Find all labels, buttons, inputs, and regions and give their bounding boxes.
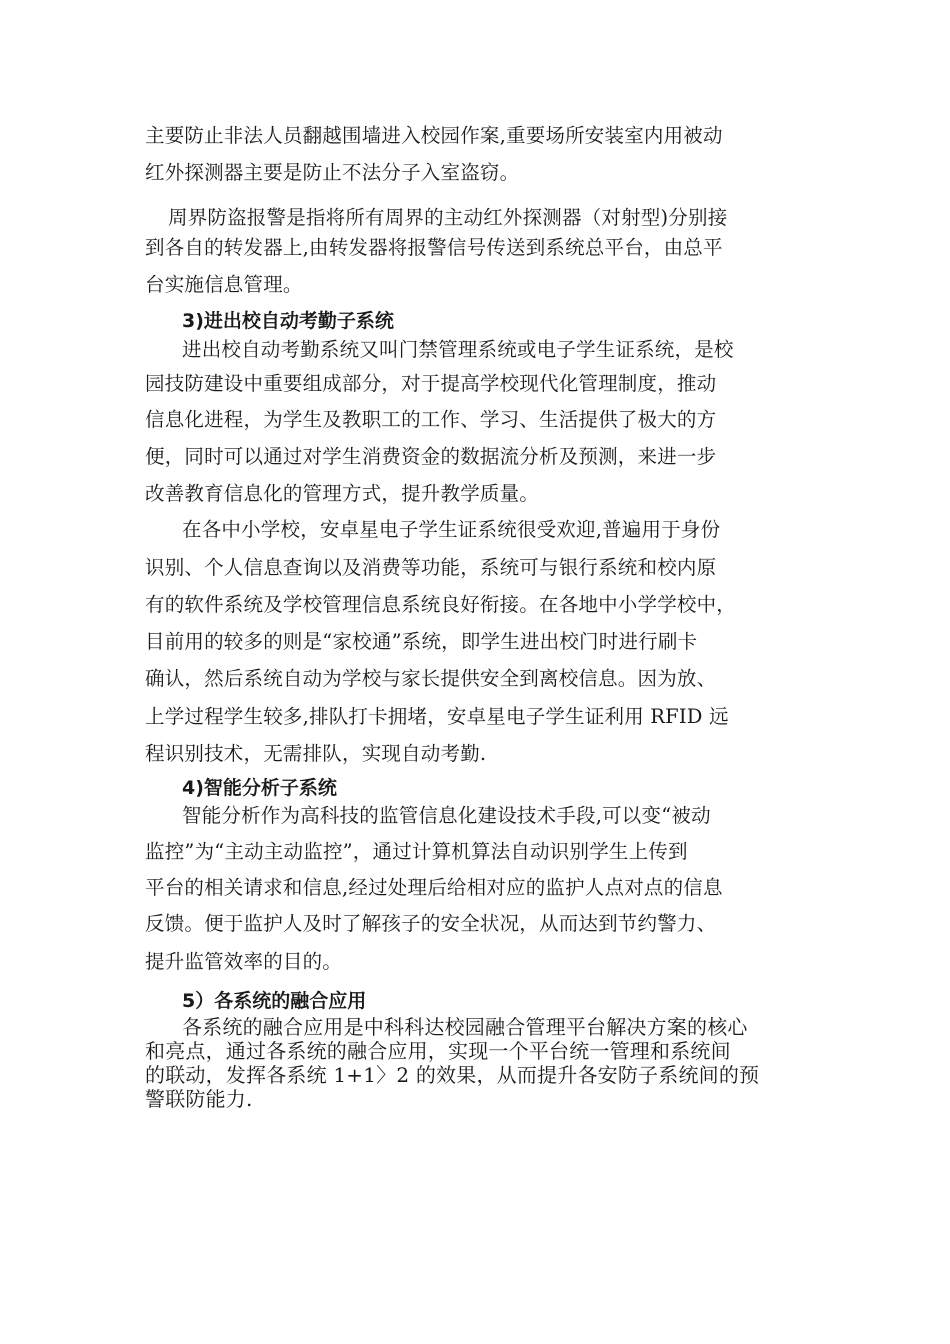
paragraph-6-line-1: 各系统的融合应用是中科科达校园融合管理平台解决方案的核心 — [182, 1015, 748, 1039]
paragraph-1-line-1: 主要防止非法人员翻越围墙进入校园作案,重要场所安装室内用被动 — [145, 124, 723, 147]
section-heading-3: 3)进出校自动考勤子系统 — [182, 310, 394, 332]
paragraph-6-line-3: 的联动，发挥各系统 1+1〉2 的效果，从而提升各安防子系统间的预 — [145, 1063, 760, 1087]
paragraph-5-line-1: 智能分析作为高科技的监管信息化建设技术手段,可以变“被动 — [182, 804, 711, 827]
paragraph-5-line-5: 提升监管效率的目的。 — [145, 950, 343, 973]
paragraph-2-line-3: 台实施信息管理。 — [145, 273, 303, 296]
paragraph-3-line-4: 便，同时可以通过对学生消费资金的数据流分析及预测，来进一步 — [145, 445, 717, 468]
paragraph-4-line-7: 程识别技术，无需排队，实现自动考勤. — [145, 742, 487, 765]
paragraph-4-line-6: 上学过程学生较多,排队打卡拥堵，安卓星电子学生证利用 RFID 远 — [145, 705, 729, 728]
paragraph-4-line-2: 识别、个人信息查询以及消费等功能，系统可与银行系统和校内原 — [145, 556, 717, 579]
paragraph-4-line-4: 目前用的较多的则是“家校通”系统，即学生进出校门时进行刷卡 — [145, 630, 698, 653]
section-heading-4: 4)智能分析子系统 — [182, 777, 337, 799]
paragraph-3-line-5: 改善教育信息化的管理方式，提升教学质量。 — [145, 482, 540, 505]
paragraph-6-line-2: 和亮点，通过各系统的融合应用，实现一个平台统一管理和系统间 — [145, 1039, 731, 1063]
section-heading-5: 5）各系统的融合应用 — [182, 990, 367, 1012]
paragraph-4-line-5: 确认，然后系统自动为学校与家长提供安全到离校信息。因为放、 — [145, 667, 717, 690]
paragraph-3-line-2: 园技防建设中重要组成部分，对于提高学校现代化管理制度，推动 — [145, 372, 717, 395]
paragraph-4-line-3: 有的软件系统及学校管理信息系统良好衔接。在各地中小学学校中， — [145, 593, 737, 616]
paragraph-3-line-1: 进出校自动考勤系统又叫门禁管理系统或电子学生证系统，是校 — [182, 338, 734, 361]
paragraph-3-line-3: 信息化进程，为学生及教职工的工作、学习、生活提供了极大的方 — [145, 408, 717, 431]
paragraph-5-line-3: 平台的相关请求和信息,经过处理后给相对应的监护人点对点的信息 — [145, 876, 723, 899]
paragraph-5-line-4: 反馈。便于监护人及时了解孩子的安全状况，从而达到节约警力、 — [145, 912, 717, 935]
paragraph-5-line-2: 监控”为“主动主动监控”，通过计算机算法自动识别学生上传到 — [145, 840, 688, 863]
paragraph-4-line-1: 在各中小学校，安卓星电子学生证系统很受欢迎,普遍用于身份 — [182, 518, 721, 541]
paragraph-1-line-2: 红外探测器主要是防止不法分子入室盗窃。 — [145, 161, 520, 184]
paragraph-6-line-4: 警联防能力. — [145, 1087, 253, 1111]
paragraph-2-line-2: 到各自的转发器上,由转发器将报警信号传送到系统总平台，由总平 — [145, 236, 723, 259]
paragraph-2-line-1: 周界防盗报警是指将所有周界的主动红外探测器（对射型)分别接 — [168, 206, 728, 229]
